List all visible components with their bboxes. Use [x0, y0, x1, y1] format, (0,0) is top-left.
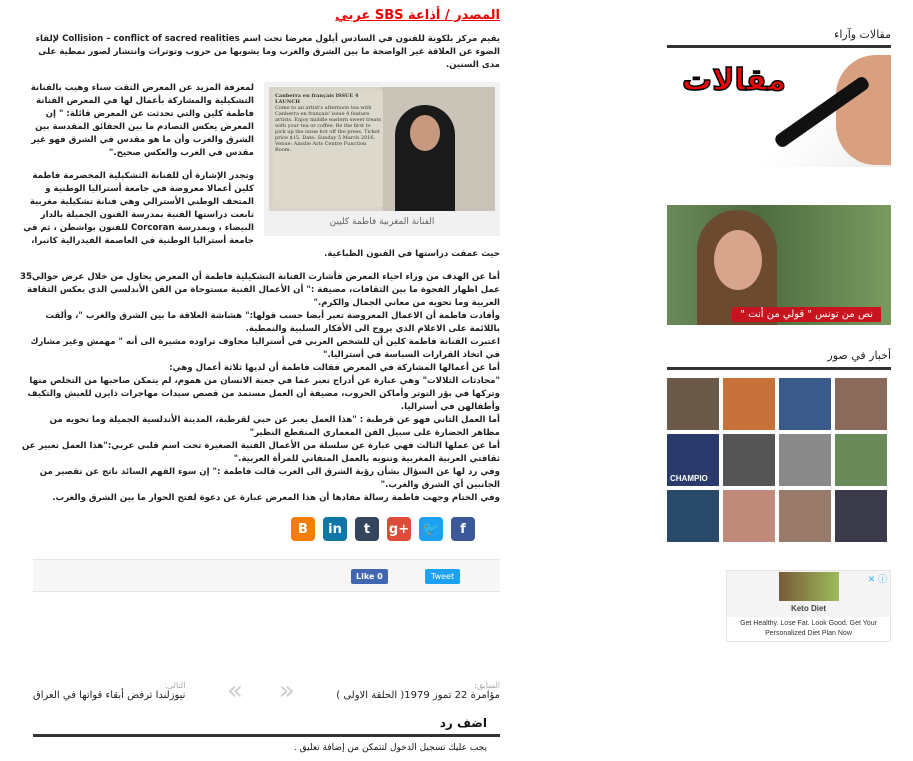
- social-bar: [33, 559, 500, 592]
- paragraph: وفي الختام وجهت فاطمة رسالة مفادها أن هذا المعرض عبارة عن دعوة لفتح الحوار ما بين الشرق والغرب.: [52, 493, 500, 503]
- poster-issue: ISSUE 4 LAUNCH: [275, 93, 359, 105]
- photos-heading[interactable]: أخبار في صور: [827, 349, 891, 362]
- next-post[interactable]: [33, 681, 185, 701]
- login-notice[interactable]: يجب عليك تسجيل الدخول لتتمكن من إضافة تعليق .: [293, 743, 487, 753]
- poster-title: Canberra en français: [275, 93, 334, 99]
- next-arrow-icon[interactable]: «: [226, 676, 243, 706]
- photo-thumbnail[interactable]: [667, 378, 719, 430]
- prev-arrow-icon[interactable]: »: [278, 676, 295, 706]
- next-label: التالي:: [164, 681, 186, 690]
- paragraph: أما عن الهدف من وراء احياء المعرض فأشارت الفنانة التشكيلية فاطمة أن المعرض يحاول من خلال عرض حوالي35 عمل اظهار الفجوة ما بين الثقافات، مضيفة :" أن الأعمال الفنية مستوحاة من الفن الأندلسي الذي يعكس الثقافة العربية وما تحويه من معاني الجمال والكرم.": [20, 272, 500, 308]
- article-body: [20, 271, 500, 505]
- paragraph: وفي رد لها عن السؤال بشأن رؤية الشرق الى الغرب قالت فاطمة :" إن سوء الفهم السائد ناتج عن تقصير من الجانبين أي الشرق والغرب.": [39, 467, 500, 490]
- reply-heading: اضف رد: [439, 716, 487, 730]
- articles-heading[interactable]: مقالات وآراء: [834, 28, 891, 41]
- articles-banner-text: مقالات: [682, 63, 786, 98]
- article: [20, 8, 500, 753]
- paragraph: اعتبرت الفنانة فاطمة كلين أن للشخص العربي في أستراليا مخاوف تراوده مشيرة الى أنه " مهمش وغير مشارك في اتخاذ القرارات السياسة في أستراليا.": [30, 337, 500, 360]
- source-link[interactable]: المصدر / أذاعة SBS عربي: [335, 8, 500, 23]
- photo-thumbnail[interactable]: [779, 434, 831, 486]
- divider: [33, 734, 500, 737]
- featured-caption: نص من تونس " قولي من أنت ": [732, 307, 881, 322]
- ad-description: Get Healthy. Lose Fat. Look Good. Get Your Personalized Diet Plan Now: [727, 617, 890, 641]
- paragraph: أما عن أعمالها المشاركة في المعرض فقالت فاطمة أن لديها ثلاثة أعمال وهي:: [169, 363, 500, 373]
- prev-label: السابق:: [474, 681, 500, 690]
- photo-thumbnail[interactable]: [835, 490, 887, 542]
- linkedin-icon[interactable]: in: [323, 517, 347, 541]
- paragraph: "محادثات التلالات" وهي عبارة عن أدراج تعبر عما في جعبة الانسان من هموم، لم يتمكن صاحبها من التخلص منها وتركها في بؤر التوتر وأماكن الحروب، مضيفة أن العمل مستمد من قصص سيدات مهاجرات ذايرن للعيش والتكيف وأطفالهن في أستراليا.: [27, 376, 500, 412]
- prev-title[interactable]: مؤامرة 22 تموز 1979( الحلقة الاولى ): [336, 690, 500, 701]
- like-button[interactable]: Like 0: [351, 569, 388, 584]
- photo-thumbnail[interactable]: [835, 378, 887, 430]
- share-buttons: [20, 517, 475, 541]
- next-title[interactable]: نيوزلندا ترفض أبقاء قواتها في العراق: [33, 690, 186, 701]
- photo-thumbnail[interactable]: [723, 378, 775, 430]
- paragraph: أما العمل الثاني فهو عن قرطبة : "هذا العمل يعبر عن حبي لقرطبة، المدينة الأندلسية الجميلة وما تحويه من مظاهر الحضارة على سبيل الفن المعماري المنقطع النظير": [49, 415, 500, 438]
- ad-unit[interactable]: [726, 570, 891, 642]
- paragraph: أما عن عملها الثالث فهي عبارة عن سلسلة من الأعمال الفنية الصغيرة تحت اسم قلبي عربي:"هذا العمل تعبير عن ثقافتي العربية المغربية وتنويه بالعمل المتفاني للمرأة العربية.": [22, 441, 500, 464]
- poster-text: Come to an artist's afternoon tea with Canberra en français' issue 4 feature artists. Enjoy middle eastern sweet treats with your tea or coffee. Be the first to pick up the issue hot off the press. Ticket price $15. Date: Sunday 5 March 2016. Venue: Ainslie Arts Centre Function Room.: [275, 105, 381, 153]
- intro-paragraph: يقيم مركز بلكونة للفنون في السادس أيلول معرضا تحت اسم Collision – conflict of sacred realities لإلقاء الضوء عن العلاقة غير الواضحة ما بين الشرق والغرب وما يشوبها من حروب وتوترات وانتشار لصور نمطية على مدى السنين.: [35, 34, 500, 70]
- divider: [667, 367, 891, 370]
- twitter-icon[interactable]: 🐦: [419, 517, 443, 541]
- poster: [273, 91, 383, 207]
- photo-thumbnail[interactable]: [779, 490, 831, 542]
- tumblr-icon[interactable]: t: [355, 517, 379, 541]
- nav-arrows: [221, 678, 301, 704]
- paragraph: لمعرفة المزيد عن المعرض التقت سناء وهيب بالفنانة التشكيلية والمشاركة بأعمال لها في المعرض الفنانة فاطمة كلين والتي تحدثت عن المعرض قائلة: " إن المعرض يعكس التصادم ما بين الحقائق المقدسة بين الشرق والغرب وأن ما هو مقدس في الشرق فهو غير مقدس في الغرب والعكس صحيح.": [30, 83, 254, 158]
- article-figure: [264, 82, 500, 236]
- blogger-icon[interactable]: B: [291, 517, 315, 541]
- paragraph: وأفادت فاطمة أن الاعمال المعروضة تعبر أيضا حسب قولها:" هشاشة العلاقة ما بين الشرق والغرب "، وألقت باللائمة على الاعلام الذي يروج الى الأفكار السلبية والنمطية.: [45, 311, 500, 334]
- featured-post[interactable]: [667, 205, 891, 325]
- googleplus-icon[interactable]: g+: [387, 517, 411, 541]
- photo-thumbnail[interactable]: [835, 434, 887, 486]
- post-navigation: [33, 678, 500, 704]
- photo-thumbnail[interactable]: [779, 378, 831, 430]
- artist-photo[interactable]: [269, 87, 495, 211]
- facebook-icon[interactable]: f: [451, 517, 475, 541]
- tweet-button[interactable]: Tweet: [425, 569, 460, 584]
- ad-title: Keto Diet: [790, 604, 827, 613]
- divider: [667, 45, 891, 48]
- articles-banner[interactable]: [667, 55, 891, 167]
- photo-thumbnail[interactable]: [723, 490, 775, 542]
- ad-image: [779, 572, 839, 601]
- artist-face: [410, 115, 440, 151]
- prev-post[interactable]: [336, 681, 500, 701]
- photo-thumbnail[interactable]: [667, 490, 719, 542]
- ad-close-icon[interactable]: ⓘ ✕: [867, 575, 887, 585]
- photo-grid: [667, 378, 891, 542]
- hand: [836, 55, 891, 165]
- portrait-face: [714, 230, 762, 290]
- photo-thumbnail[interactable]: CHAMPIO: [667, 434, 719, 486]
- paragraph: وتجدر الإشارة أن للفنانة التشكيلية المخضرمة فاطمة كلين أعمالا معروضة في جامعة أستراليا الوطنية و المتحف الوطني الأسترالي وهي فنانة تشكيلية مغربية تابعت دراستها الفنية بمدرسة الفنون الجميلة بالدار البيضاء ، وبمدرسة Corcoran للفنون بواشطن ، ثم في جامعة أستراليا الوطنية في العاصمة الفيدرالية كانبرا، حيث عمقت دراستها في الفنون الطباعية.: [23, 171, 500, 259]
- photo-thumbnail[interactable]: [723, 434, 775, 486]
- figure-caption: الفنانة المغربية فاطمة كليين: [329, 217, 435, 227]
